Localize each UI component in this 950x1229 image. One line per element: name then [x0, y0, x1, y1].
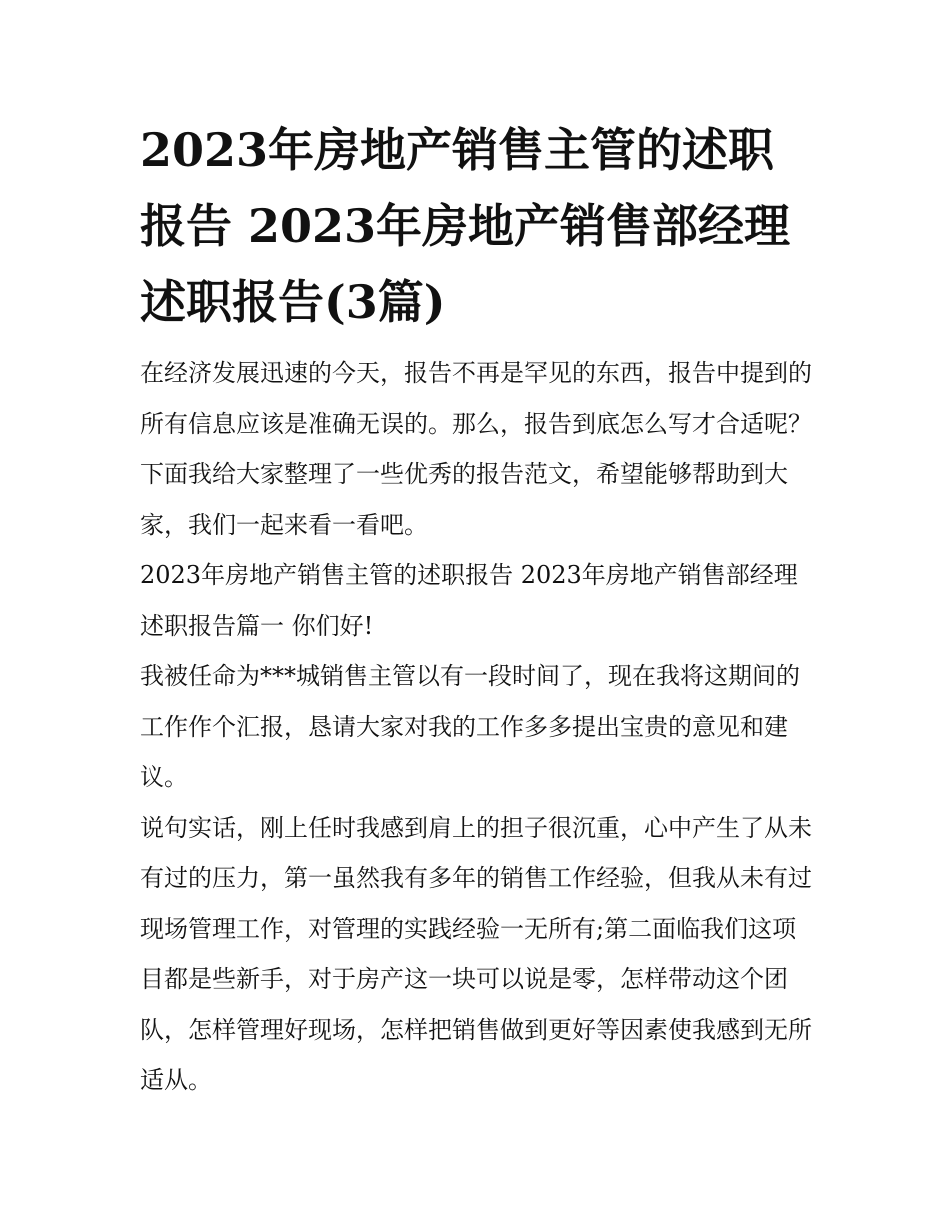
pressure-paragraph: 说句实话，刚上任时我感到肩上的担子很沉重，心中产生了从未有过的压力，第一虽然我有多年的销售工作经验，但我从未有过现场管理工作，对管理的实践经验一无所有;第二面临我们这项目都是些新手，对于房产这一块可以说是零，怎样带动这个团队，怎样管理好现场，怎样把销售做到更好等因素使我感到无所适从。 — [140, 813, 812, 1094]
document-title: 2023年房地产销售主管的述职报告 2023年房地产销售部经理述职报告(3篇) — [140, 123, 791, 329]
section-heading-paragraph: 2023年房地产销售主管的述职报告 2023年房地产销售部经理述职报告篇一 你们好! — [140, 561, 798, 640]
intro-paragraph: 在经济发展迅速的今天，报告不再是罕见的东西，报告中提到的所有信息应该是准确无误的。那么，报告到底怎么写才合适呢？下面我给大家整理了一些优秀的报告范文，希望能够帮助到大家，我们一起来看一看吧。 — [140, 359, 812, 539]
document-page — [140, 112, 820, 1106]
appointment-paragraph: 我被任命为***城销售主管以有一段时间了，现在我将这期间的工作作个汇报，恳请大家对我的工作多多提出宝贵的意见和建议。 — [140, 662, 800, 791]
